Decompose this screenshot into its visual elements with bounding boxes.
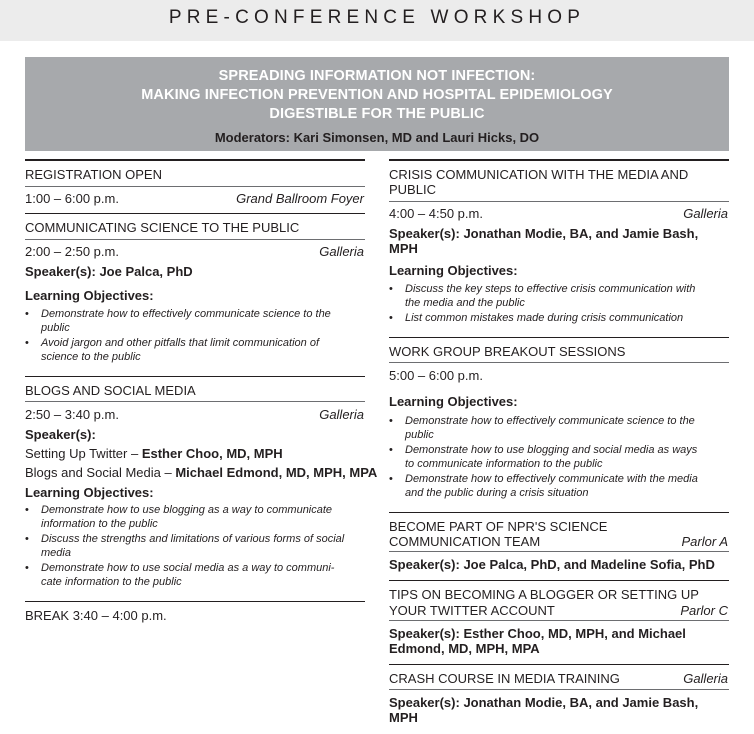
communicating-title: COMMUNICATING SCIENCE TO THE PUBLIC: [25, 220, 300, 235]
blogger-title-line-1: TIPS ON BECOMING A BLOGGER OR SETTING UP: [389, 587, 699, 602]
blogger-speaker: [389, 626, 686, 641]
registration-location: Grand Ballroom Foyer: [236, 191, 364, 206]
crash-title: CRASH COURSE IN MEDIA TRAINING: [389, 671, 620, 686]
objective-item: • Demonstrate how to use blogging and social media as ways to communicate information to the public: [389, 444, 698, 471]
moderators: [25, 130, 729, 145]
objective-item: • Avoid jargon and other pitfalls that limit communication of science to the public: [25, 337, 319, 364]
divider: [389, 337, 729, 338]
divider: [389, 551, 729, 552]
speaker-name: Joe Palca, PhD: [99, 264, 193, 279]
speaker-name: Jonathan Modie, BA, and Jamie Bash,: [463, 695, 699, 710]
npr-location: Parlor A: [681, 534, 728, 549]
blogs-location: Galleria: [319, 407, 364, 422]
registration-time: 1:00 – 6:00 p.m.: [25, 191, 119, 206]
workgroup-time: 5:00 – 6:00 p.m.: [389, 368, 483, 383]
blogs-talk-1: [25, 446, 283, 461]
speaker-label: Speaker(s):: [389, 695, 460, 710]
blogger-location: Parlor C: [680, 603, 728, 618]
divider: [25, 601, 365, 602]
talk-topic: Blogs and Social Media –: [25, 465, 176, 480]
objectives-label: Learning Objectives:: [25, 288, 154, 303]
workgroup-title: WORK GROUP BREAKOUT SESSIONS: [389, 344, 626, 359]
registration-title: REGISTRATION OPEN: [25, 167, 162, 182]
blogs-speaker-label: Speaker(s):: [25, 427, 96, 442]
divider: [389, 580, 729, 581]
objectives-label: Learning Objectives:: [389, 394, 518, 409]
talk-speaker: Esther Choo, MD, MPH: [141, 446, 283, 461]
divider: [25, 159, 365, 161]
banner-title-line-2: MAKING INFECTION PREVENTION AND HOSPITAL EPIDEMIOLOGY: [141, 87, 613, 103]
divider: [25, 376, 365, 377]
divider: [25, 186, 365, 187]
blogger-speaker-cont: Edmond, MD, MPH, MPA: [389, 641, 540, 656]
divider: [389, 201, 729, 202]
banner-title-line-3: DIGESTIBLE FOR THE PUBLIC: [269, 106, 485, 122]
crisis-speaker-cont: MPH: [389, 241, 418, 256]
npr-title-line-1: BECOME PART OF NPR'S SCIENCE: [389, 519, 608, 534]
communicating-speaker: [25, 264, 193, 279]
divider: [389, 689, 729, 690]
moderators-names: Kari Simonsen, MD and Lauri Hicks, DO: [293, 130, 540, 145]
divider: [25, 401, 365, 402]
objective-item: • Demonstrate how to use blogging as a way to communicate information to the public: [25, 504, 333, 531]
objective-item: • Demonstrate how to effectively communicate science to the public: [389, 415, 695, 442]
crash-speaker: [389, 695, 698, 710]
divider: [25, 213, 365, 214]
talk-speaker: Michael Edmond, MD, MPH, MPA: [175, 465, 378, 480]
divider: [389, 159, 729, 161]
crisis-time: 4:00 – 4:50 p.m.: [389, 206, 483, 221]
objective-item: • Discuss the key steps to effective crisis communication with the media and the public: [389, 283, 696, 310]
divider: [389, 664, 729, 665]
speaker-label: Speaker(s):: [389, 557, 460, 572]
break-row: [25, 608, 167, 623]
crash-speaker-cont: MPH: [389, 710, 418, 725]
divider: [389, 362, 729, 363]
npr-speaker: [389, 557, 715, 572]
divider: [389, 512, 729, 513]
crash-location: Galleria: [683, 671, 728, 686]
objective-item: • Discuss the strengths and limitations of various forms of social media: [25, 533, 345, 560]
blogs-title: BLOGS AND SOCIAL MEDIA: [25, 383, 196, 398]
banner-title-line-1: SPREADING INFORMATION NOT INFECTION:: [218, 68, 536, 84]
break-label: BREAK: [25, 608, 70, 623]
break-time: 3:40 – 4:00 p.m.: [72, 608, 167, 623]
divider: [389, 620, 729, 621]
objectives-label: Learning Objectives:: [389, 263, 518, 278]
speaker-name: Joe Palca, PhD, and Madeline Sofia, PhD: [463, 557, 715, 572]
speaker-name: Esther Choo, MD, MPH, and Michael: [463, 626, 686, 641]
speaker-label: Speaker(s):: [389, 226, 460, 241]
talk-topic: Setting Up Twitter –: [25, 446, 142, 461]
npr-title-line-2: COMMUNICATION TEAM: [389, 534, 541, 549]
session-banner: [25, 57, 729, 151]
objectives-label: Learning Objectives:: [25, 485, 154, 500]
crisis-speaker: [389, 226, 698, 241]
objective-item: • List common mistakes made during crisis communication: [389, 312, 684, 324]
speaker-label: Speaker(s):: [25, 264, 96, 279]
objective-item: • Demonstrate how to effectively communicate science to the public: [25, 308, 331, 335]
speaker-name: Jonathan Modie, BA, and Jamie Bash,: [463, 226, 699, 241]
blogs-talk-2: [25, 465, 377, 480]
communicating-time: 2:00 – 2:50 p.m.: [25, 244, 119, 259]
blogger-title-line-2: YOUR TWITTER ACCOUNT: [389, 603, 555, 618]
crisis-title-line-1: CRISIS COMMUNICATION WITH THE MEDIA AND: [389, 167, 689, 182]
blogs-time: 2:50 – 3:40 p.m.: [25, 407, 119, 422]
objective-item: • Demonstrate how to use social media as a way to communi- cate information to the public: [25, 562, 335, 589]
crisis-title-line-2: PUBLIC: [389, 182, 436, 197]
objective-item: • Demonstrate how to effectively communicate with the media and the public during a crisis situation: [389, 473, 698, 500]
speaker-label: Speaker(s):: [389, 626, 460, 641]
divider: [25, 239, 365, 240]
page-title: PRE-CONFERENCE WORKSHOP: [168, 7, 586, 28]
communicating-location: Galleria: [319, 244, 364, 259]
moderators-label: Moderators:: [214, 130, 290, 145]
crisis-location: Galleria: [683, 206, 728, 221]
